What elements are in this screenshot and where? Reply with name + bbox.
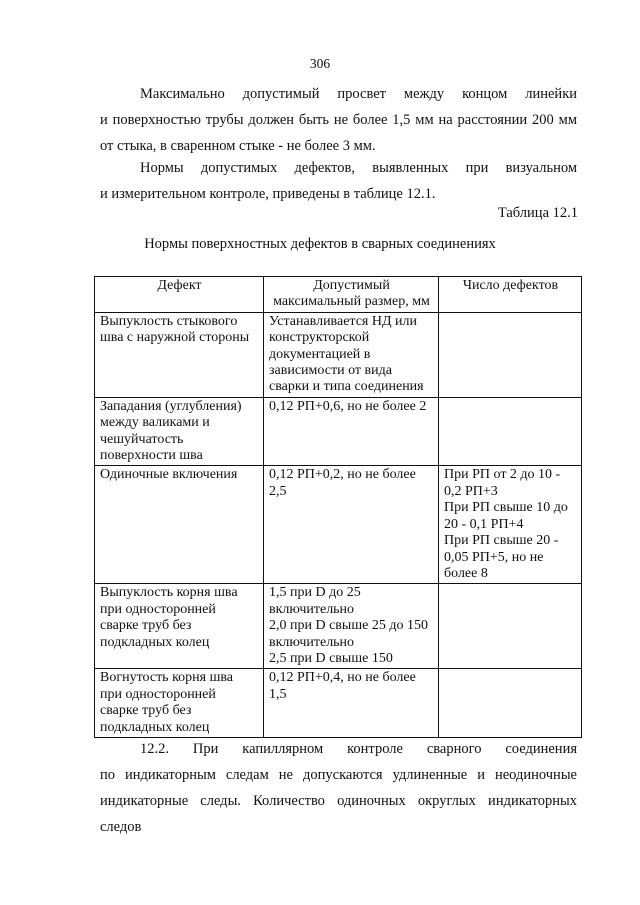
- count-cell: [439, 584, 582, 669]
- max-size-cell: 1,5 при D до 25 включительно 2,0 при D свыше 25 до 150 включительно 2,5 при D свыше 150: [264, 584, 439, 669]
- defect-cell: Западания (углубления) между валиками и чешуйчатость поверхности шва: [95, 397, 264, 466]
- count-cell: [439, 397, 582, 466]
- table-row: [95, 397, 582, 466]
- paragraph-3-line-2: по индикаторным следам не допускаются удлиненные и неодиночные: [100, 767, 577, 783]
- max-size-cell: Устанавливается НД или конструкторской документацией в зависимости от вида сварки и типа соединения: [264, 312, 439, 397]
- table-row: [95, 312, 582, 397]
- table-row: [95, 466, 582, 584]
- defect-cell: Одиночные включения: [95, 466, 264, 584]
- count-cell: При РП от 2 до 10 - 0,2 РП+3 При РП свыше 10 до 20 - 0,1 РП+4 При РП свыше 20 - 0,05 РП+5, но не более 8: [439, 466, 582, 584]
- table-row: [95, 669, 582, 738]
- paragraph-1-line-1: Максимально допустимый просвет между концом линейки: [140, 86, 577, 102]
- paragraph-1-line-3: от стыка, в сваренном стыке - не более 3 мм.: [100, 138, 376, 154]
- table-title: Нормы поверхностных дефектов в сварных соединениях: [144, 236, 496, 252]
- max-size-cell: 0,12 РП+0,6, но не более 2: [264, 397, 439, 466]
- paragraph-1-line-2: и поверхностью трубы должен быть не более 1,5 мм на расстоянии 200 мм: [100, 112, 577, 128]
- defects-table: [94, 276, 582, 738]
- header-max-size: Допустимый максимальный размер, мм: [264, 277, 439, 313]
- count-cell: [439, 669, 582, 738]
- count-cell: [439, 312, 582, 397]
- max-size-cell: 0,12 РП+0,2, но не более 2,5: [264, 466, 439, 584]
- table-header-row: [95, 277, 582, 313]
- header-defect-count: Число дефектов: [439, 277, 582, 313]
- paragraph-3-line-3: индикаторные следы. Количество одиночных округлых индикаторных следов: [100, 793, 577, 835]
- defect-cell: Выпуклость стыкового шва с наружной стороны: [95, 312, 264, 397]
- paragraph-2-line-1: Нормы допустимых дефектов, выявленных при визуальном: [140, 160, 577, 176]
- table-row: [95, 584, 582, 669]
- paragraph-2-line-2: и измерительном контроле, приведены в таблице 12.1.: [100, 186, 436, 202]
- defect-cell: Выпуклость корня шва при односторонней сварке труб без подкладных колец: [95, 584, 264, 669]
- header-defect: Дефект: [95, 277, 264, 313]
- paragraph-3-line-1: 12.2. При капиллярном контроле сварного соединения: [140, 741, 577, 757]
- table-label: Таблица 12.1: [497, 205, 578, 221]
- max-size-cell: 0,12 РП+0,4, но не более 1,5: [264, 669, 439, 738]
- page-number: 306: [309, 56, 331, 71]
- defect-cell: Вогнутость корня шва при односторонней сварке труб без подкладных колец: [95, 669, 264, 738]
